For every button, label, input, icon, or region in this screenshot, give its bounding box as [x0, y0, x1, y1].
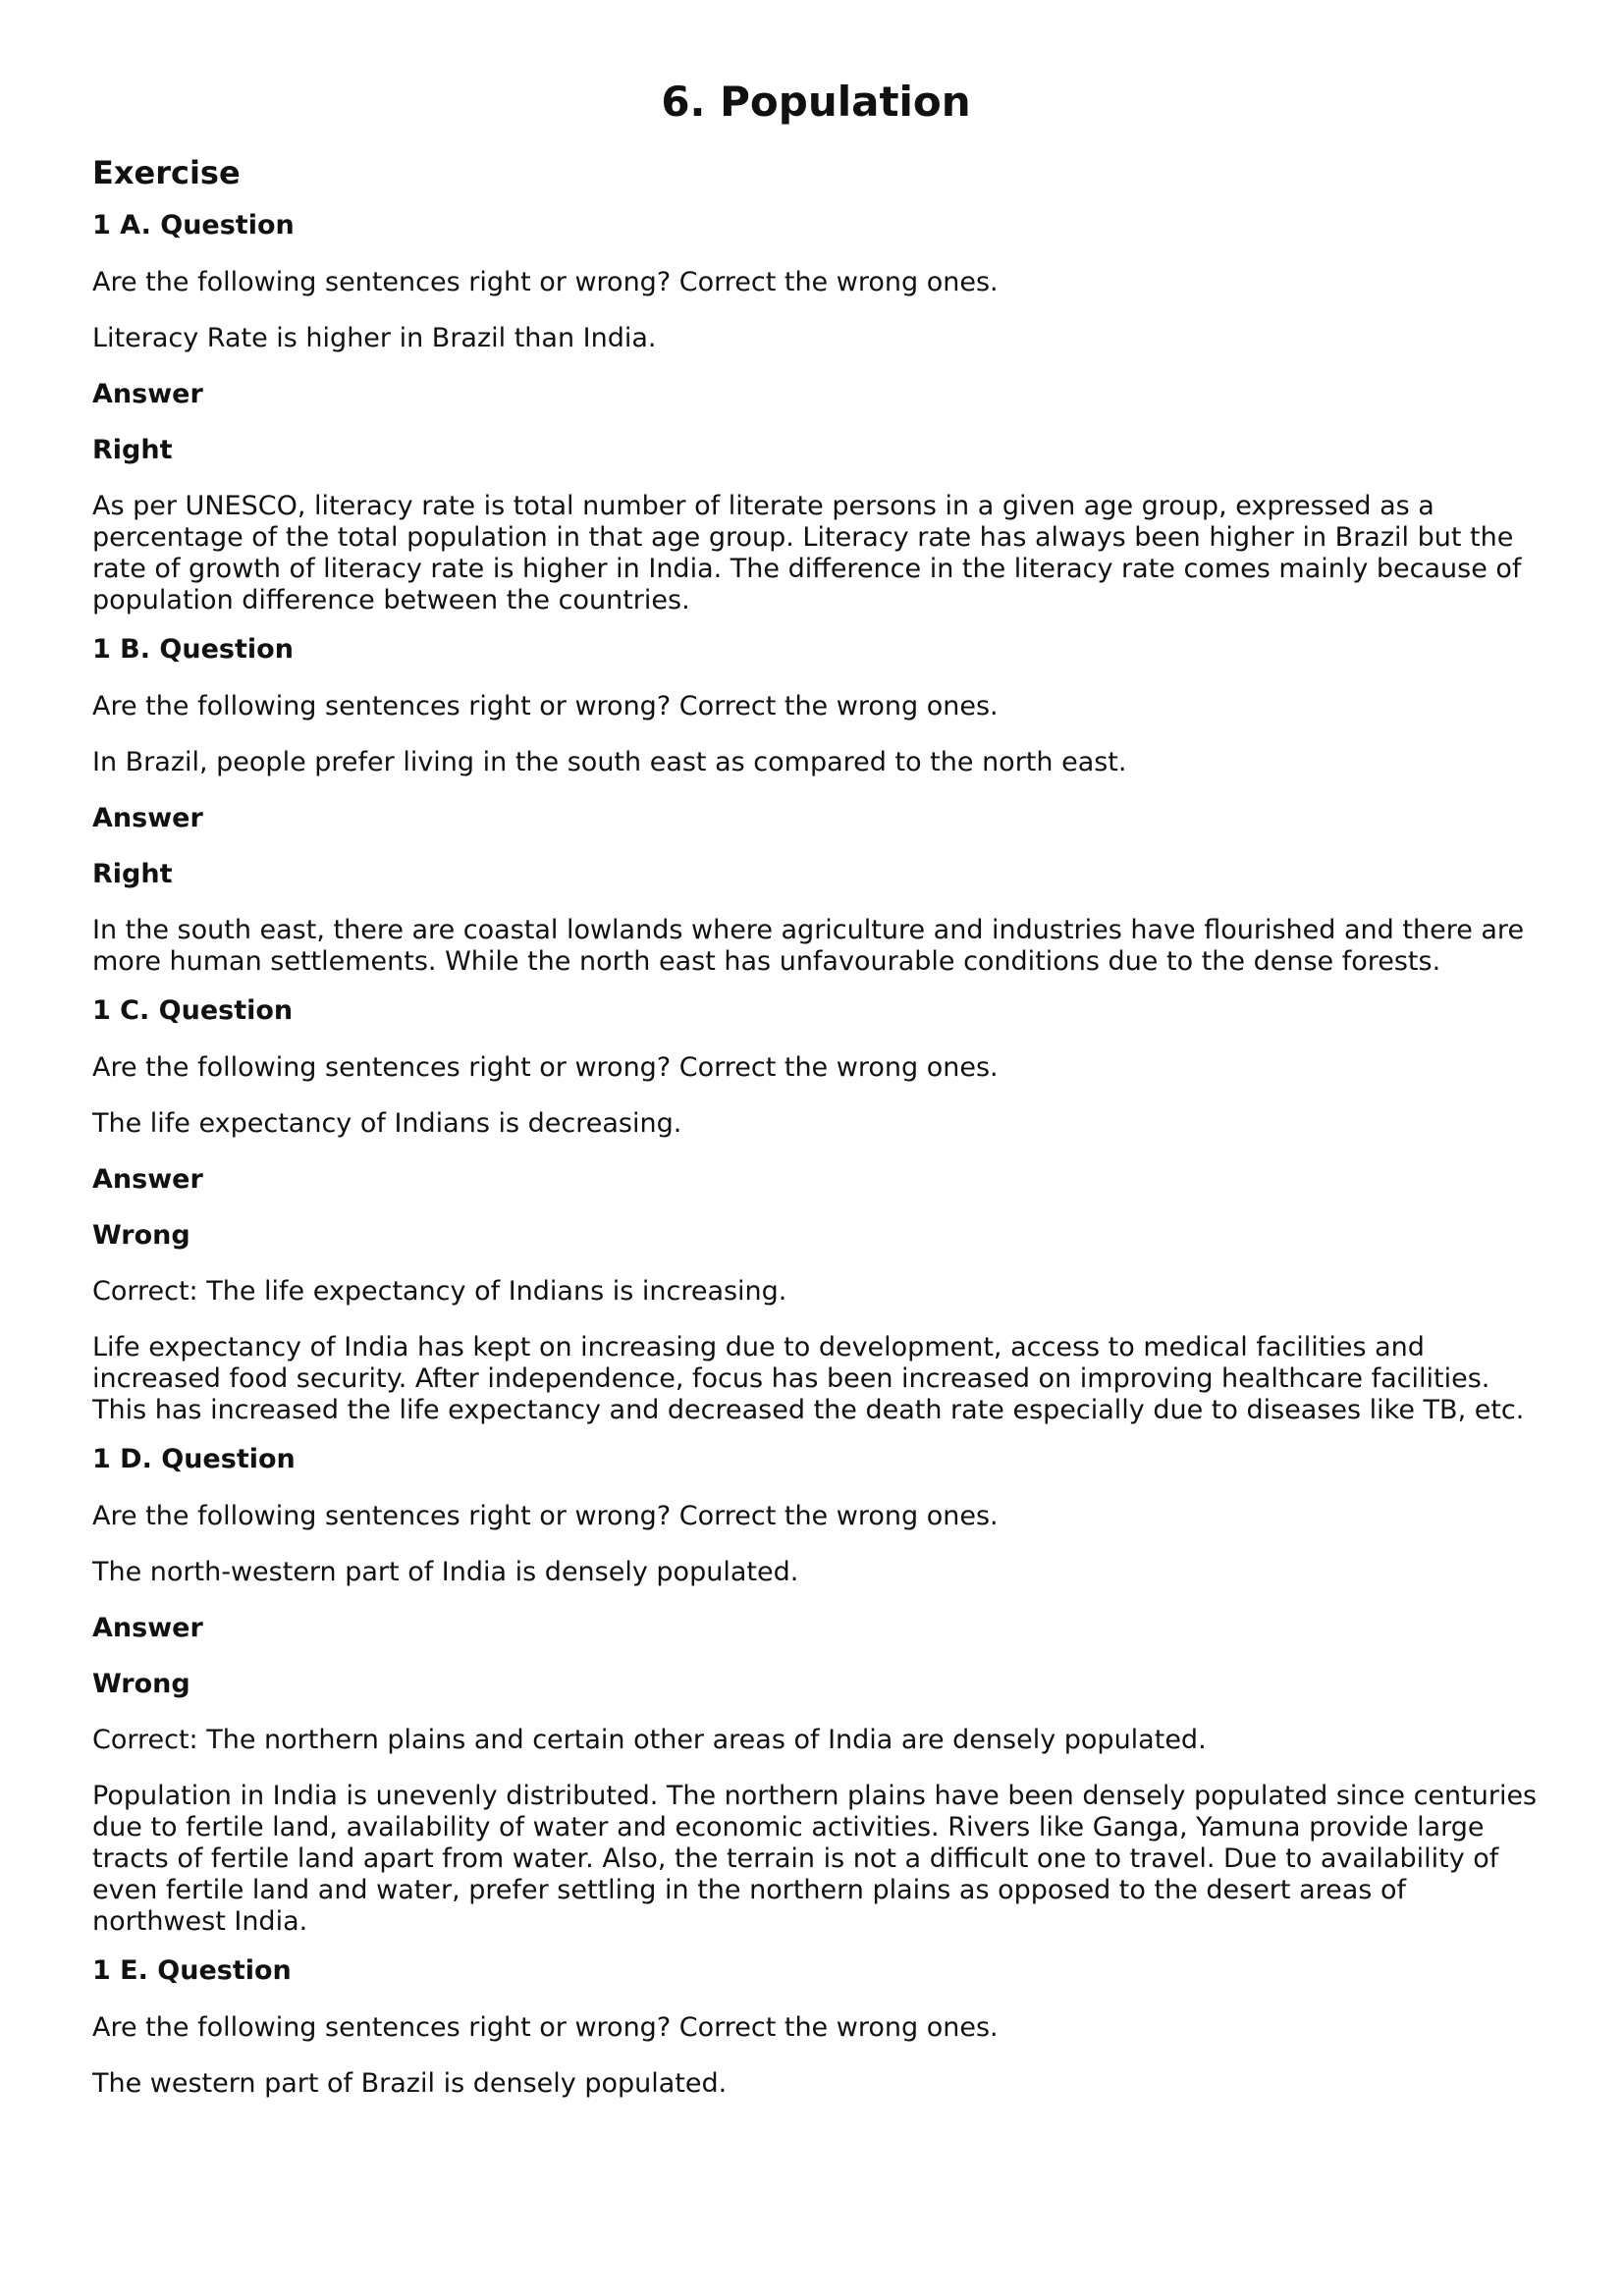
question-instruction: Are the following sentences right or wrong? Correct the wrong ones. — [92, 1501, 999, 1531]
section-heading: Exercise — [92, 154, 241, 191]
answer-verdict: Wrong — [92, 1220, 190, 1251]
page-title: 6. Population — [661, 78, 971, 126]
answer-verdict: Right — [92, 859, 173, 889]
question-statement: The life expectancy of Indians is decreasing. — [92, 1108, 682, 1139]
answer-label: Answer — [92, 1164, 203, 1195]
question-statement: The north-western part of India is densely populated. — [92, 1557, 799, 1587]
answer-verdict: Right — [92, 435, 173, 465]
answer-explanation: Population in India is unevenly distributed. The northern plains have been densely populated since centuries due to fertile land, availability of water and economic activities. Rivers like Ganga, Yamuna provide large tracts of fertile land apart from water. Also, the terrain is not a difficult one to travel. Due to availability of even fertile land and water, prefer settling in the northern plains as opposed to the desert areas of northwest India. — [92, 1781, 1538, 1937]
answer-explanation: In the south east, there are coastal lowlands where agriculture and industries have flourished and there are more human settlements. While the north east has unfavourable conditions due to the dense forests. — [92, 915, 1525, 977]
answer-correction: Correct: The northern plains and certain other areas of India are densely populated. — [92, 1725, 1207, 1755]
answer-correction: Correct: The life expectancy of Indians is increasing. — [92, 1276, 787, 1307]
question-statement: In Brazil, people prefer living in the south east as compared to the north east. — [92, 747, 1127, 777]
question-block — [92, 994, 1540, 1426]
question-heading: 1 E. Question — [92, 1955, 292, 1986]
question-instruction: Are the following sentences right or wrong? Correct the wrong ones. — [92, 267, 999, 297]
question-heading: 1 A. Question — [92, 210, 295, 240]
answer-verdict: Wrong — [92, 1669, 190, 1699]
question-heading: 1 C. Question — [92, 995, 294, 1026]
question-instruction: Are the following sentences right or wrong? Correct the wrong ones. — [92, 2012, 999, 2043]
question-statement: The western part of Brazil is densely populated. — [92, 2068, 728, 2099]
question-heading: 1 D. Question — [92, 1444, 296, 1474]
question-statement: Literacy Rate is higher in Brazil than India. — [92, 323, 657, 353]
question-heading: 1 B. Question — [92, 634, 294, 665]
question-block — [92, 633, 1540, 978]
answer-explanation: Life expectancy of India has kept on increasing due to development, access to medical facilities and increased food security. After independence, focus has been increased on improving healthcare facilities. This has increased the life expectancy and decreased the death rate especially due to diseases like TB, etc. — [92, 1332, 1525, 1425]
question-instruction: Are the following sentences right or wrong? Correct the wrong ones. — [92, 1052, 999, 1083]
question-instruction: Are the following sentences right or wrong? Correct the wrong ones. — [92, 691, 999, 721]
answer-label: Answer — [92, 379, 203, 409]
question-block — [92, 1443, 1540, 1938]
question-block — [92, 209, 1540, 616]
answer-label: Answer — [92, 1613, 203, 1643]
answer-explanation: As per UNESCO, literacy rate is total number of literate persons in a given age group, expressed as a percentage of the total population in that age group. Literacy rate has always been higher in Brazil but the rate of growth of literacy rate is higher in India. The difference in the literacy rate comes mainly because of population difference between the countries. — [92, 491, 1522, 615]
answer-label: Answer — [92, 803, 203, 833]
question-block — [92, 1954, 1540, 2100]
